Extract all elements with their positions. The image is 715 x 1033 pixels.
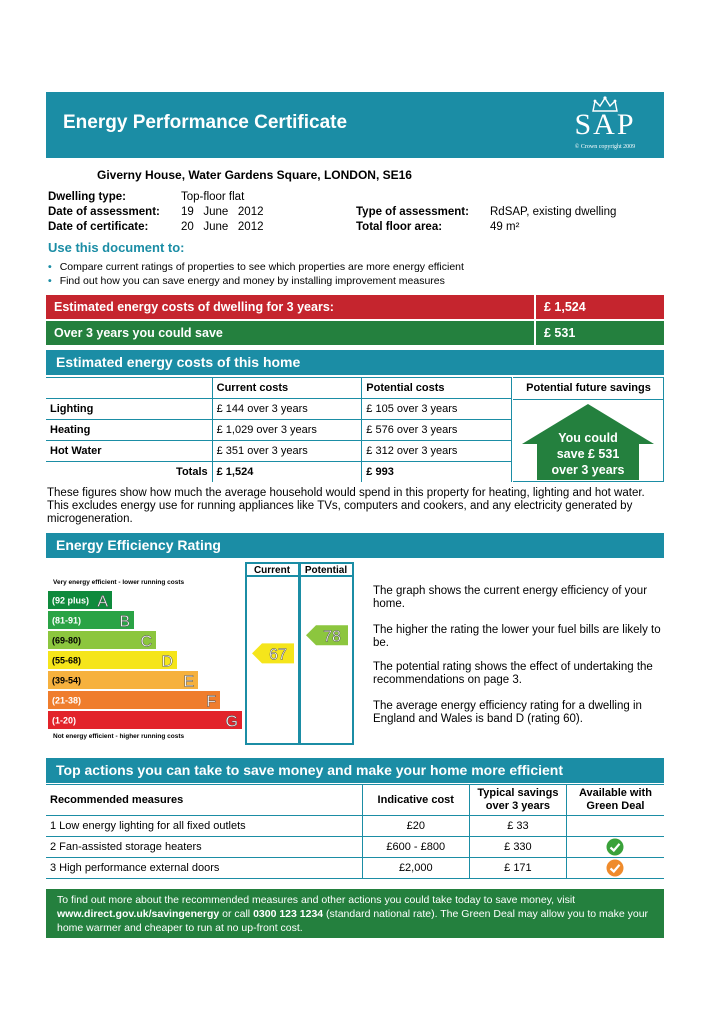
rating-band-g <box>48 711 242 729</box>
footer-info <box>46 889 664 938</box>
measure-cost: £600 - £800 <box>362 837 469 858</box>
could-save-label: Over 3 years you could save <box>54 326 223 340</box>
costs-section-header <box>46 350 664 375</box>
cost-potential: £ 105 over 3 years <box>362 399 512 420</box>
table-header-row <box>46 785 664 816</box>
rating-band-letter: D <box>161 653 173 671</box>
sap-logo <box>560 96 650 154</box>
use-document-title: Use this document to: <box>48 240 185 255</box>
rating-explain-1: The graph shows the current energy efficiency of your home. <box>373 585 648 610</box>
cost-current: £ 144 over 3 years <box>212 399 362 420</box>
footer-text-3: (standard national rate). The Green Deal may allow you to make your home warmer and cheaper to run at no up-front cost. <box>57 908 649 934</box>
table-row <box>46 858 664 879</box>
measure-cost: £2,000 <box>362 858 469 879</box>
orange-tick-icon <box>606 859 624 877</box>
floor-area-value: 49 m² <box>490 221 520 233</box>
table-row <box>46 816 664 837</box>
potential-column-header: Potential <box>304 565 348 576</box>
table-row <box>46 420 512 441</box>
page-title: Energy Performance Certificate <box>63 112 348 133</box>
measure-saving: £ 171 <box>469 858 566 879</box>
measure-green-deal <box>566 816 664 837</box>
rating-graph <box>48 562 354 745</box>
could-save-value: £ 531 <box>544 326 576 340</box>
future-savings-text <box>522 430 654 478</box>
actions-table <box>46 784 664 879</box>
bullet-icon: • <box>48 261 52 273</box>
measure-green-deal <box>566 858 664 879</box>
costs-table <box>46 377 512 482</box>
savings-line: You could <box>558 431 618 445</box>
assessment-date-label: Date of assessment: <box>48 206 160 218</box>
certificate-header <box>46 92 664 158</box>
use-bullet-1 <box>48 261 464 273</box>
rating-band-range: (39-54) <box>52 675 82 686</box>
rating-band-letter: E <box>183 673 194 691</box>
assessment-date-value: 19 June 2012 <box>181 206 264 218</box>
future-savings-header: Potential future savings <box>513 378 664 400</box>
totals-current: £ 1,524 <box>212 462 362 483</box>
rating-band-range: (55-68) <box>52 655 82 666</box>
actions-section-title: Top actions you can take to save money and make your home more efficient <box>56 762 563 778</box>
footer-phone: 0300 123 1234 <box>253 908 324 920</box>
footer-text-2: or call <box>219 908 254 920</box>
measure-cost: £20 <box>362 816 469 837</box>
current-rating-value: 67 <box>269 646 287 664</box>
dwelling-type-label: Dwelling type: <box>48 191 126 203</box>
assessment-date-row <box>48 206 160 218</box>
cost-item-name: Heating <box>46 420 212 441</box>
table-header-current: Current costs <box>212 378 362 399</box>
rating-band-range: (69-80) <box>52 635 82 646</box>
savings-line: over 3 years <box>551 463 625 477</box>
rating-band-letter: C <box>140 633 152 651</box>
use-bullet-text: Find out how you can save energy and money by installing improvement measures <box>59 275 445 287</box>
use-bullet-2 <box>48 275 445 287</box>
cost-current: £ 1,029 over 3 years <box>212 420 362 441</box>
totals-row <box>46 462 512 483</box>
certificate-date-label: Date of certificate: <box>48 221 149 233</box>
table-header-row <box>46 378 512 399</box>
table-header-empty <box>46 378 212 399</box>
sap-logo-text: SAP <box>574 108 636 141</box>
cost-item-name: Lighting <box>46 399 212 420</box>
totals-potential: £ 993 <box>362 462 512 483</box>
rating-band-range: (1-20) <box>52 715 77 726</box>
cost-potential: £ 576 over 3 years <box>362 420 512 441</box>
green-tick-icon <box>606 838 624 856</box>
assessment-type-row <box>356 206 469 218</box>
property-address: Giverny House, Water Gardens Square, LONDON, SE16 <box>97 168 412 182</box>
rating-explain-4: The average energy efficiency rating for a dwelling in England and Wales is band D (rating 60). <box>373 700 642 725</box>
could-save-cell <box>534 321 666 345</box>
measure-name: 1 Low energy lighting for all fixed outlets <box>46 816 362 837</box>
measure-saving: £ 330 <box>469 837 566 858</box>
footer-link[interactable]: www.direct.gov.uk/savingenergy <box>57 908 220 920</box>
measure-name: 2 Fan-assisted storage heaters <box>46 837 362 858</box>
savings-line: save £ 531 <box>556 447 620 461</box>
floor-area-label: Total floor area: <box>356 221 443 233</box>
rating-band-letter: A <box>97 593 108 611</box>
header-cost: Indicative cost <box>362 785 469 816</box>
table-row <box>46 399 512 420</box>
rating-band-letter: B <box>119 613 130 631</box>
rating-explain-3: The potential rating shows the effect of undertaking the recommendations on page 3. <box>373 661 653 686</box>
use-bullet-text: Compare current ratings of properties to see which properties are more energy efficient <box>59 261 464 273</box>
rating-section-header <box>46 533 664 558</box>
rating-explain-2: The higher the rating the lower your fuel bills are likely to be. <box>373 624 661 649</box>
could-save-band <box>46 321 664 345</box>
costs-section-title: Estimated energy costs of this home <box>56 354 301 370</box>
assessment-type-label: Type of assessment: <box>356 206 469 218</box>
future-savings-box <box>513 377 664 482</box>
actions-section-header <box>46 758 664 783</box>
dwelling-type-value: Top-floor flat <box>181 191 245 203</box>
rating-band-letter: F <box>206 693 216 711</box>
potential-rating-value: 78 <box>323 628 341 646</box>
rating-band-range: (21-38) <box>52 695 82 706</box>
footer-text <box>57 893 657 935</box>
floor-area-row <box>356 221 442 233</box>
current-column-header: Current <box>253 565 291 576</box>
certificate-date-row <box>48 221 148 233</box>
estimated-cost-label: Estimated energy costs of dwelling for 3 years: <box>54 300 334 314</box>
estimated-cost-cell <box>534 295 666 319</box>
efficiency-rating-chart <box>48 562 354 745</box>
rating-band-range: (81-91) <box>52 615 82 626</box>
top-note: Very energy efficient - lower running costs <box>53 579 185 586</box>
sap-copyright: © Crown copyright 2009 <box>574 144 636 150</box>
rating-band-letter: G <box>225 713 238 731</box>
estimated-cost-value: £ 1,524 <box>544 300 586 314</box>
cost-current: £ 351 over 3 years <box>212 441 362 462</box>
rating-bands <box>48 591 242 731</box>
table-row <box>46 441 512 462</box>
cost-item-name: Hot Water <box>46 441 212 462</box>
estimated-cost-band <box>46 295 664 319</box>
assessment-type-value: RdSAP, existing dwelling <box>490 206 617 218</box>
dwelling-type-row <box>48 191 126 203</box>
rating-section-title: Energy Efficiency Rating <box>56 537 221 553</box>
bottom-note: Not energy efficient - higher running costs <box>53 733 185 740</box>
potential-column-frame <box>300 563 353 744</box>
totals-label: Totals <box>46 462 212 483</box>
measure-saving: £ 33 <box>469 816 566 837</box>
table-row <box>46 837 664 858</box>
footer-text-1: To find out more about the recommended measures and other actions you could take today to save money, visit <box>57 894 576 906</box>
header-green-deal: Available with Green Deal <box>566 785 664 816</box>
measure-green-deal <box>566 837 664 858</box>
table-header-potential: Potential costs <box>362 378 512 399</box>
header-measures: Recommended measures <box>46 785 362 816</box>
bullet-icon: • <box>48 275 52 287</box>
rating-band-range: (92 plus) <box>52 595 90 606</box>
header-savings: Typical savings over 3 years <box>469 785 566 816</box>
cost-potential: £ 312 over 3 years <box>362 441 512 462</box>
figures-explanation: These figures show how much the average household would spend in this property for heating, lighting and hot water. This excludes energy use for running appliances like TVs, computers and cookers, and any electricity generated by microgeneration. <box>47 487 645 525</box>
measure-name: 3 High performance external doors <box>46 858 362 879</box>
certificate-date-value: 20 June 2012 <box>181 221 264 233</box>
